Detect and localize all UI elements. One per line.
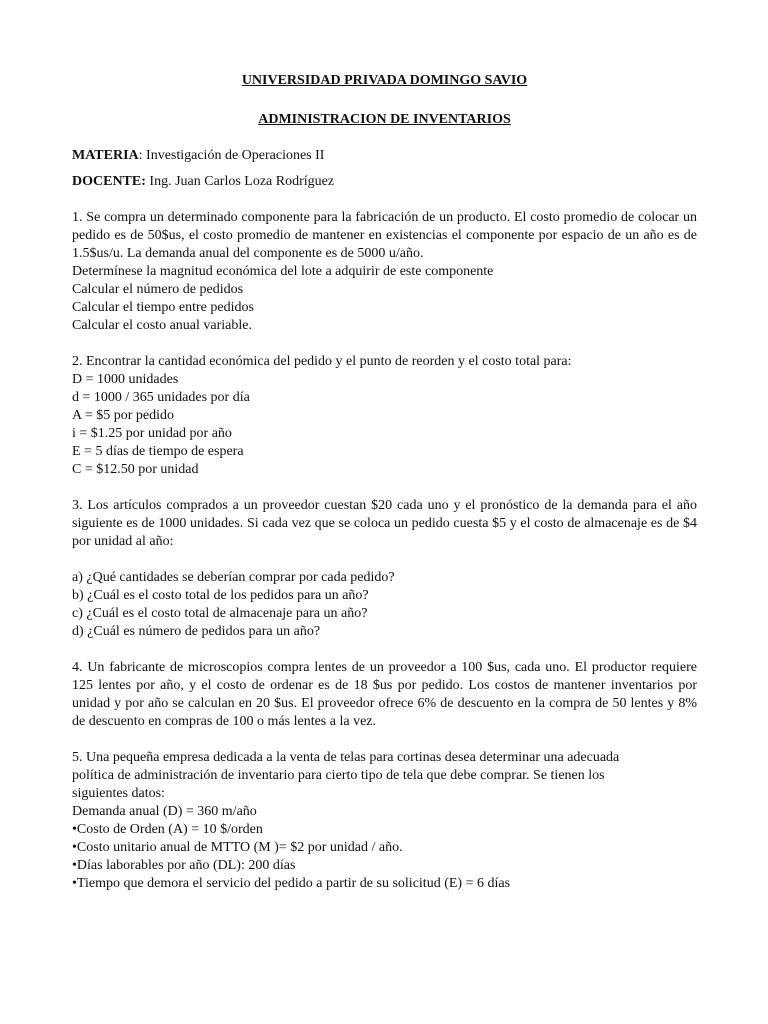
problem-1-intro: 1. Se compra un determinado componente para la fabricación de un producto. El costo promedio de colocar un pedido es de 50$us, el costo promedio de mantener en existencias el componente por espacio de un año es de 1.5$us/u. La demanda anual del componente es de 5000 u/año. [72, 210, 697, 261]
document-page [72, 72, 697, 893]
problem-1-item: Determínese la magnitud económica del lote a adquirir de este componente [72, 264, 494, 279]
problem-5-item: •Costo unitario anual de MTTO (M )= $2 por unidad / año. [72, 840, 403, 855]
docente-line [72, 173, 697, 191]
problem-3 [72, 497, 697, 641]
problem-2-item: A = $5 por pedido [72, 408, 174, 423]
problem-5-intro-line: 5. Una pequeña empresa dedicada a la venta de telas para cortinas desea determinar una adecuada [72, 750, 620, 765]
problem-3-item: a) ¿Qué cantidades se deberían comprar por cada pedido? [72, 570, 395, 585]
subject-title: ADMINISTRACION DE INVENTARIOS [258, 112, 511, 127]
problem-5 [72, 749, 697, 893]
problem-1-item: Calcular el costo anual variable. [72, 318, 252, 333]
materia-value: : Investigación de Operaciones II [138, 148, 325, 163]
materia-label: MATERIA [72, 148, 139, 163]
problem-3-item: d) ¿Cuál es número de pedidos para un año? [72, 624, 321, 639]
problem-1 [72, 209, 697, 335]
problem-2-item: C = $12.50 por unidad [72, 462, 199, 477]
problem-3-intro: 3. Los artículos comprados a un proveedor cuestan $20 cada uno y el pronóstico de la demanda para el año siguiente es de 1000 unidades. Si cada vez que se coloca un pedido cuesta $5 y el costo de almacenaje es de $4 por unidad al año: [72, 498, 697, 549]
problem-5-item: •Días laborables por año (DL): 200 días [72, 858, 296, 873]
problem-2-item: d = 1000 / 365 unidades por día [72, 390, 250, 405]
docente-label: DOCENTE: [72, 174, 146, 189]
problem-5-item: •Costo de Orden (A) = 10 $/orden [72, 822, 263, 837]
materia-line [72, 147, 697, 165]
problem-2-intro: 2. Encontrar la cantidad económica del pedido y el punto de reorden y el costo total para: [72, 354, 572, 369]
spacer [72, 551, 697, 569]
problem-3-item: b) ¿Cuál es el costo total de los pedidos para un año? [72, 588, 369, 603]
docente-value: Ing. Juan Carlos Loza Rodríguez [145, 174, 335, 189]
problem-2-item: E = 5 días de tiempo de espera [72, 444, 244, 459]
problem-2-item: i = $1.25 por unidad por año [72, 426, 232, 441]
problem-2 [72, 353, 697, 479]
problem-5-intro-line: política de administración de inventario para cierto tipo de tela que debe comprar. Se tienen los [72, 768, 605, 783]
problem-3-item: c) ¿Cuál es el costo total de almacenaje para un año? [72, 606, 368, 621]
problem-5-item: •Tiempo que demora el servicio del pedido a partir de su solicitud (E) = 6 días [72, 876, 511, 891]
problem-5-item: Demanda anual (D) = 360 m/año [72, 804, 257, 819]
problem-4-intro: 4. Un fabricante de microscopios compra lentes de un proveedor a 100 $us, cada uno. El productor requiere 125 lentes por año, y el costo de ordenar es de 18 $us por pedido. Los costos de mantener inventarios por unidad y por año se calculan en 20 $us. El proveedor ofrece 6% de descuento en la compra de 50 lentes y 8% de descuento en compras de 100 o más lentes a la vez. [72, 660, 697, 729]
problem-4 [72, 659, 697, 731]
problem-1-item: Calcular el tiempo entre pedidos [72, 300, 254, 315]
problem-1-item: Calcular el número de pedidos [72, 282, 244, 297]
problem-5-intro-line: siguientes datos: [72, 786, 165, 801]
problem-2-item: D = 1000 unidades [72, 372, 179, 387]
university-title: UNIVERSIDAD PRIVADA DOMINGO SAVIO [241, 73, 528, 88]
